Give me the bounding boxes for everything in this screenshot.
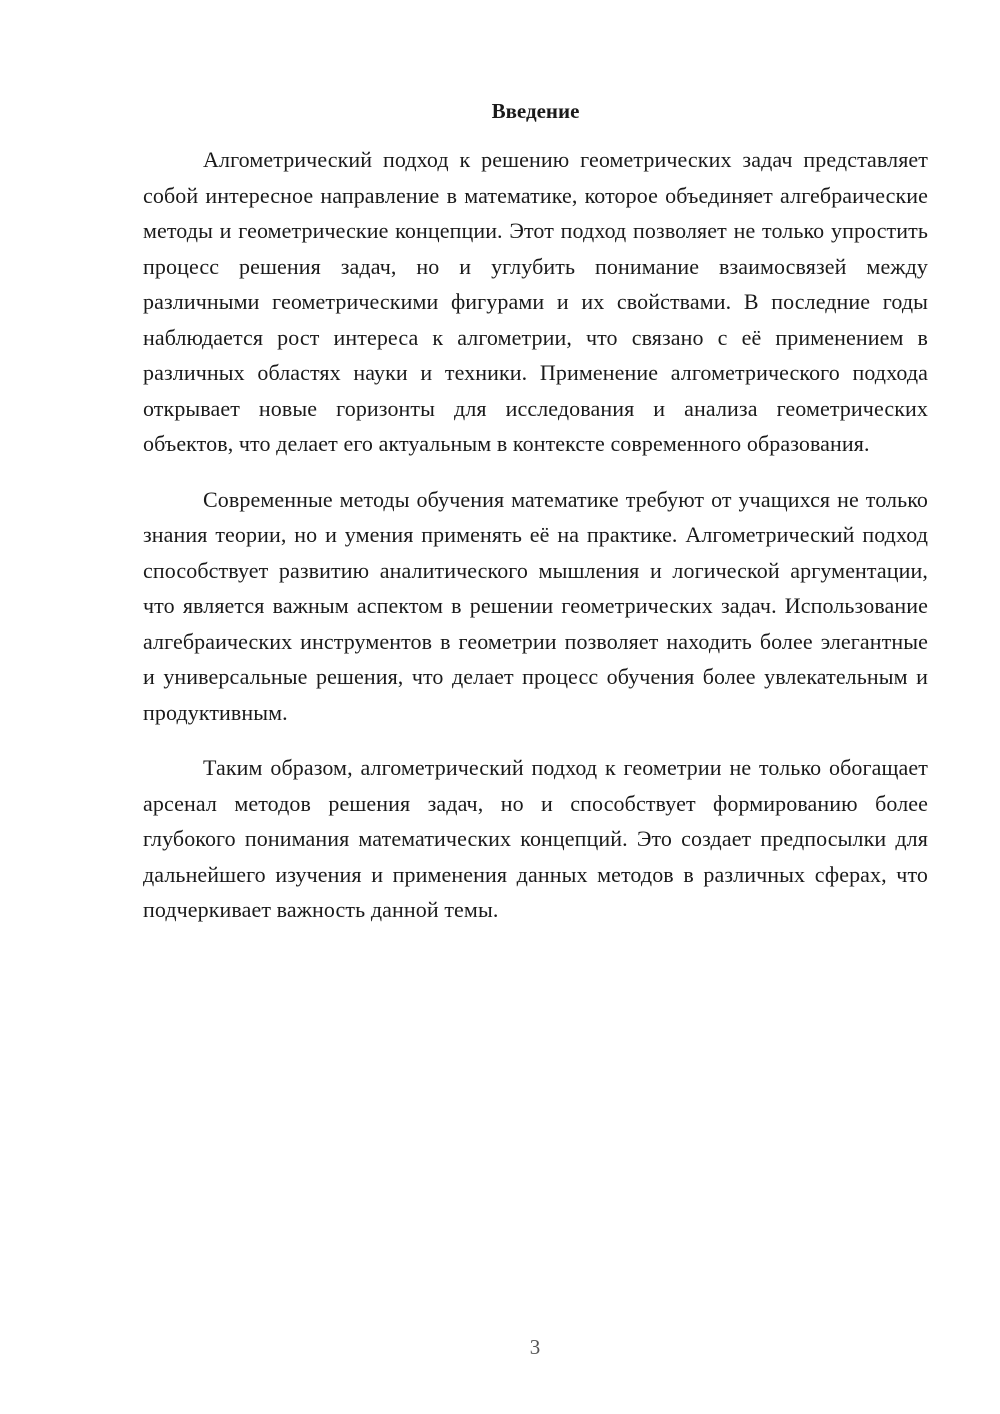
paragraph-1: Алгометрический подход к решению геометрических задач представляет собой интересное направление в математике, которое объединяет алгебраические методы и геометрические концепции. Этот подход позволяет не только упростить процесс решения задач, но и углубить понимание взаимосвязей между различными геометрическими фигурами и их свойствами. В последние годы наблюдается рост интереса к алгометрии, что связано с её применением в различных областях науки и техники. Применение алгометрического подхода открывает новые горизонты для исследования и анализа геометрических объектов, что делает его актуальным в контексте современного образования. [143, 147, 928, 456]
section-heading: Введение [491, 99, 580, 123]
paragraph-2: Современные методы обучения математике требуют от учащихся не только знания теории, но и умения применять её на практике. Алгометрический подход способствует развитию аналитического мышления и логической аргументации, что является важным аспектом в решении геометрических задач. Использование алгебраических инструментов в геометрии позволяет находить более элегантные и универсальные решения, что делает процесс обучения более увлекательным и продуктивным. [143, 486, 928, 725]
page-number: 3 [529, 1335, 541, 1359]
paragraph-3: Таким образом, алгометрический подход к геометрии не только обогащает арсенал методов решения задач, но и способствует формированию более глубокого понимания математических концепций. Это создает предпосылки для дальнейшего изучения и применения данных методов в различных сферах, что подчеркивает важность данной темы. [143, 755, 928, 922]
body-text [143, 142, 928, 948]
